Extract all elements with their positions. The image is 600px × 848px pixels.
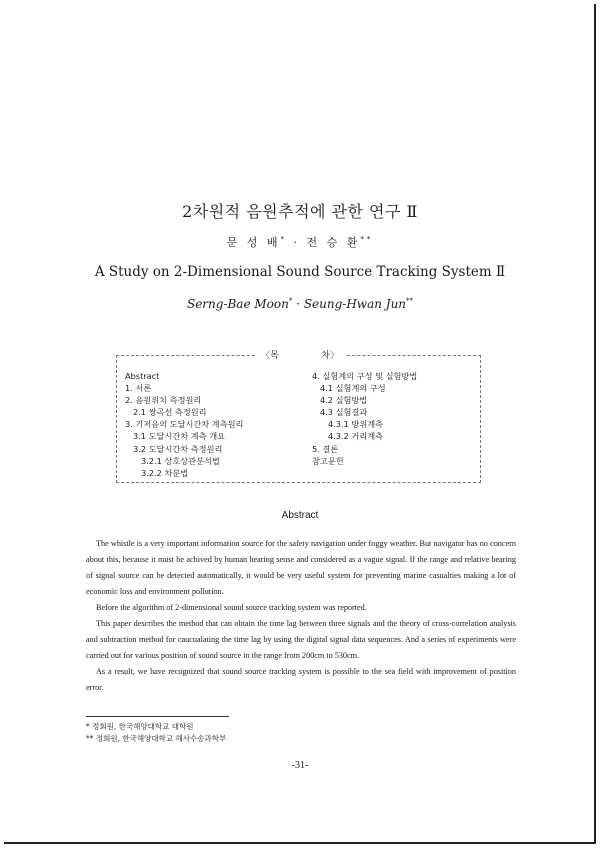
toc-item: 2. 음원위치 측정원리: [125, 395, 202, 406]
author-separator-en: ·: [292, 297, 304, 311]
paper-title-english: A Study on 2-Dimensional Sound Source Tracking System Ⅱ: [94, 264, 506, 280]
authors-english: [0, 297, 600, 311]
page-number: -31-: [291, 760, 309, 771]
author-1-english: Serng-Bae Moon: [186, 297, 289, 311]
toc-item: 4.3.1 방위계측: [328, 419, 384, 430]
abstract-paragraph: Before the algorithm of 2-dimensional sound source tracking system was reported.: [96, 603, 367, 612]
toc-heading-right: 차〉: [321, 351, 339, 361]
toc-item: 3.2 도달시간차 측정원리: [133, 443, 223, 454]
toc-item: 4.1 실험계의 구성: [320, 383, 386, 394]
toc-item: 5. 결론: [312, 443, 339, 454]
author-1-mark: *: [280, 235, 287, 244]
author-1-korean: 문 성 배: [226, 236, 281, 249]
toc-heading-left: 〈목: [261, 351, 279, 361]
toc-left-column: [125, 370, 243, 479]
toc-heading: [255, 348, 345, 361]
toc-item: 4.3 실험결과: [320, 407, 368, 418]
toc-item: 2.1 쌍곡선 측정원리: [133, 407, 207, 418]
abstract-paragraph: This paper describes the method that can obtain the time lag between three signals and the theory of cross-correlation analysis and subtraction method for caucualating the time lag by using the digital signal data sequences. And a series of experiments were carried out for various position of sound source in the range from 200cm to 530cm.: [86, 619, 516, 660]
abstract-heading: Abstract: [281, 510, 319, 521]
toc-item: 4.2 실험방법: [320, 395, 368, 406]
toc-item: Abstract: [125, 371, 160, 381]
abstract-paragraph: As a result, we have recognized that sound source tracking system is possible to the sea field with improvement of position error.: [86, 667, 516, 692]
toc-item: 3.2.1 상호상관분석법: [141, 455, 220, 466]
author-2-english: Seung-Hwan Jun: [303, 297, 407, 311]
abstract-paragraph: The whistle is a very important information source for the safety navigation under foggy weather. But navigator has no concern about this, because it must be achived by human hearing sense and considered as a vague signal. If the range and relative bearing of signal source can be detected automatically, it would be very useful system for preventing marine casualties making a lot of economic loss and environment pollution.: [86, 539, 516, 596]
authors-korean: [0, 234, 600, 250]
toc-item: 3.1 도달시간차 계측 개요: [133, 431, 226, 442]
author-separator: ·: [287, 236, 307, 249]
paper-title-korean: 2차원적 음원추적에 관한 연구 Ⅱ: [182, 202, 418, 221]
toc-item: 3. 기저음의 도달시간차 계측원리: [125, 419, 244, 430]
footnote: * 정회원, 한국해양대학교 대학원: [86, 722, 194, 731]
author-2-mark-en: **: [406, 297, 414, 305]
abstract-body: [86, 536, 516, 696]
toc-item: 참고문헌: [312, 455, 344, 466]
footnote: ** 정회원, 한국해양대학교 해사수송과학부: [86, 734, 227, 743]
toc-item: 4. 실험계의 구성 및 실험방법: [312, 371, 418, 381]
footnotes: [86, 721, 226, 745]
author-2-mark: **: [360, 235, 374, 244]
author-2-korean: 전 승 환: [306, 236, 361, 249]
toc-item: 3.2.2 차분법: [141, 467, 189, 478]
toc-item: 4.3.2 거리계측: [328, 431, 384, 442]
footnote-divider: [86, 716, 229, 717]
toc-item: 1. 서론: [125, 383, 152, 394]
toc-right-column: [312, 370, 417, 467]
author-1-mark-en: *: [288, 297, 293, 305]
